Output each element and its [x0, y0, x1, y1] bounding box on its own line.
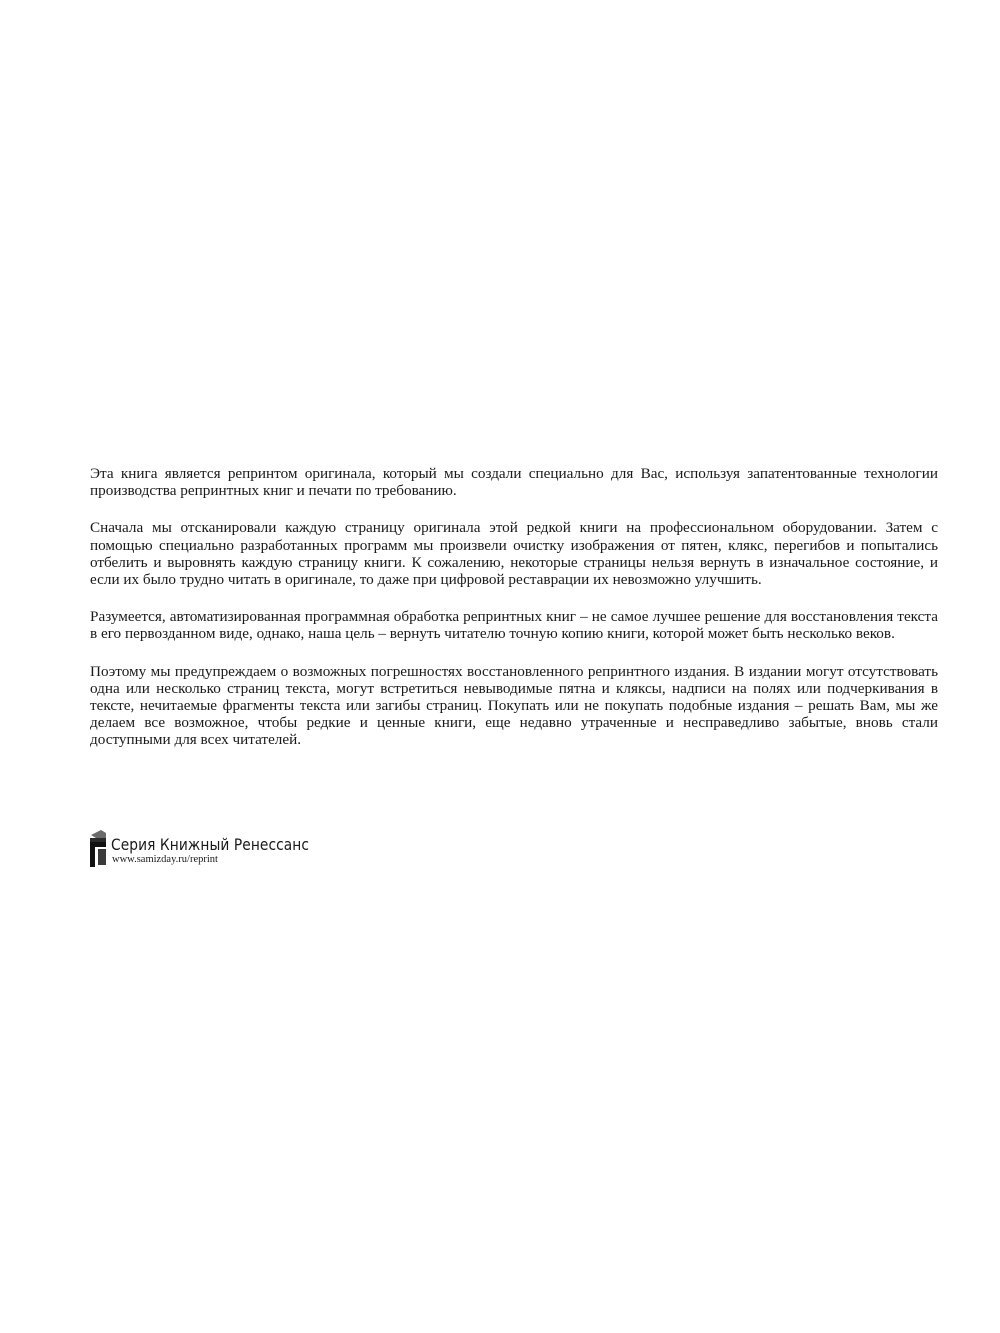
- notice-paragraph-4: Поэтому мы предупреждаем о возможных погрешностях восстановленного репринтного издания. В издании могут отсутствовать одна или несколько страниц текста, могут встретиться невыводимые пятна и кляксы, надписи на полях или подчеркивания в тексте, нечитаемые фрагменты текста или загибы страниц. Покупать или не покупать подобные издания – решать Вам, мы же делаем все возможное, чтобы редкие и ценные книги, еще недавно утраченные и несправедливо забытые, вновь стали доступными для всех читателей.: [90, 662, 938, 749]
- notice-paragraph-2: Сначала мы отсканировали каждую страницу оригинала этой редкой книги на профессиональном оборудовании. Затем с помощью специально разработанных программ мы произвели очистку изображения от пятен, клякс, перегибов и попытались отбелить и выровнять каждую страницу книги. К сожалению, некоторые страницы нельзя вернуть в изначальное состояние, и если их было трудно читать в оригинале, то даже при цифровой реставрации их невозможно улучшить.: [90, 519, 938, 589]
- series-logo-block: [89, 829, 341, 869]
- notice-paragraph-3: Разумеется, автоматизированная программная обработка репринтных книг – не самое лучшее решение для восстановления текста в его первозданном виде, однако, наша цель – вернуть читателю точную копию книги, которой может быть несколько веков.: [90, 608, 938, 643]
- book-stack-icon: [89, 829, 107, 869]
- series-url[interactable]: www.samizday.ru/reprint: [112, 854, 218, 865]
- notice-paragraph-1: Эта книга является репринтом оригинала, который мы создали специально для Вас, используя запатентованные технологии производства репринтных книг и печати по требованию.: [90, 465, 938, 500]
- series-name: Серия Книжный Ренессанс: [111, 835, 310, 854]
- reprint-notice: [90, 465, 938, 769]
